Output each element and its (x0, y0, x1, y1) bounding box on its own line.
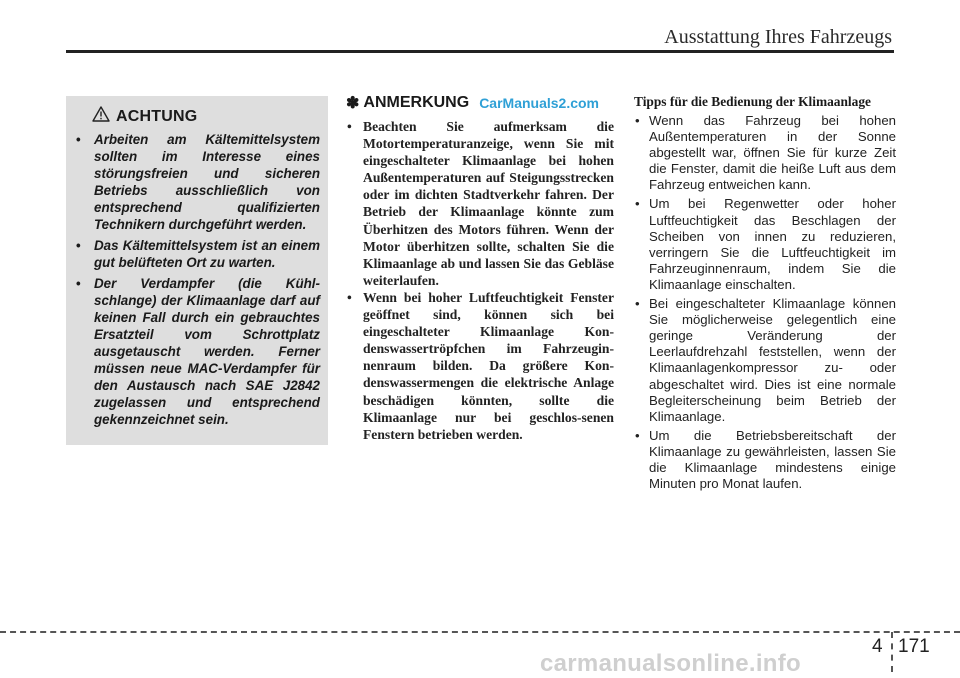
tips-list (634, 113, 896, 492)
tips-title: Tipps für die Bedienung der Klimaanlage (634, 94, 871, 109)
note-header (346, 93, 614, 113)
tips-item: • Bei eingeschalteter Klimaanlage können Sie möglicherweise gelegentlich eine geringe Veränderung der Leerlaufdrehzahl feststellen, wenn der Klimaanlagenkompressor zu- oder abgeschaltet wird. Dies ist eine normale Begleiterscheinung beim Betrieb der Klimaanlage. (635, 296, 896, 424)
warning-list (74, 131, 320, 428)
warning-header (92, 106, 320, 127)
note-item: • Beachten Sie aufmerksam die Motortemperaturanzeige, wenn Sie mit eingeschalteter Klimaanlage bei hohen Außentemperaturen auf Steigungsstrecken oder im dichten Stadtverkehr fahren. Der Betrieb der Klimaanlage könnte zum Überhitzen des Motors führen. Wenn der Motor überhitzen sollte, schalten Sie die Klimaanlage ab und lassen Sie das Gebläse weiterlaufen. (347, 119, 614, 288)
warning-box (66, 96, 328, 445)
tips-item: • Um bei Regenwetter oder hoher Luftfeuchtigkeit das Beschlagen der Scheiben von innen zu reduzieren, verringern Sie die Luftfeuchtigkeit im Fahrzeuginnenraum, indem Sie die Klimaanlage einschalten. (635, 196, 896, 292)
warning-item: • Arbeiten am Kältemittelsystem sollten im Interesse eines störungsfreien und sicheren Betriebs ausschließlich von entsprechend qualifizierten Technikern durchgeführt werden. (76, 132, 320, 232)
watermark-link[interactable]: CarManuals2.com (479, 95, 600, 111)
warning-triangle-icon (92, 106, 110, 127)
tips-item: • Wenn das Fahrzeug bei hohen Außentemperaturen in der Sonne abgestellt war, öffnen Sie für kurze Zeit die Fenster, damit die heiße Luft aus dem Fahrzeug entweichen kann. (635, 113, 896, 193)
tips-section (634, 94, 896, 495)
page-number: 171 (898, 636, 930, 657)
chapter-number: 4 (872, 636, 883, 657)
warning-title: ACHTUNG (116, 107, 198, 125)
footer-rule (0, 631, 960, 633)
tips-item: • Um die Betriebsbereitschaft der Klimaanlage zu gewährleisten, lassen Sie die Klimaanlage mindestens einige Minuten pro Monat laufen. (635, 427, 896, 492)
page-header-title: Ausstattung Ihres Fahrzeugs (664, 26, 892, 48)
note-title: ANMERKUNG (363, 94, 470, 111)
site-watermark[interactable]: carmanualsonline.info (540, 650, 802, 677)
note-symbol: ✽ (346, 95, 360, 112)
header-rule (66, 50, 894, 53)
note-section (346, 93, 614, 443)
warning-item: • Der Verdampfer (die Kühl-schlange) der Klimaanlage darf auf keinen Fall durch ein gebrauchtes Ersatzteil vom Schrottplatz ausgetauscht werden. Ferner müssen neue MAC-Verdampfer für den Austausch nach SAE J2842 zugelassen und entsprechend gekennzeichnet sein. (76, 276, 320, 427)
warning-item: • Das Kältemittelsystem ist an einem gut belüfteten Ort zu warten. (76, 238, 320, 270)
page-number-separator (891, 632, 893, 672)
note-item: • Wenn bei hoher Luftfeuchtigkeit Fenster geöffnet sind, können sich bei eingeschalteter Klimaanlage Kon-denswassertröpfchen im Fahrzeugin-nenraum bilden. Da größere Kon-denswassermengen die elektrische Anlage beschädigen könnten, sollte die Klimaanlage nur bei geschlos-senen Fenstern betrieben werden. (347, 289, 614, 442)
note-list (346, 118, 614, 443)
